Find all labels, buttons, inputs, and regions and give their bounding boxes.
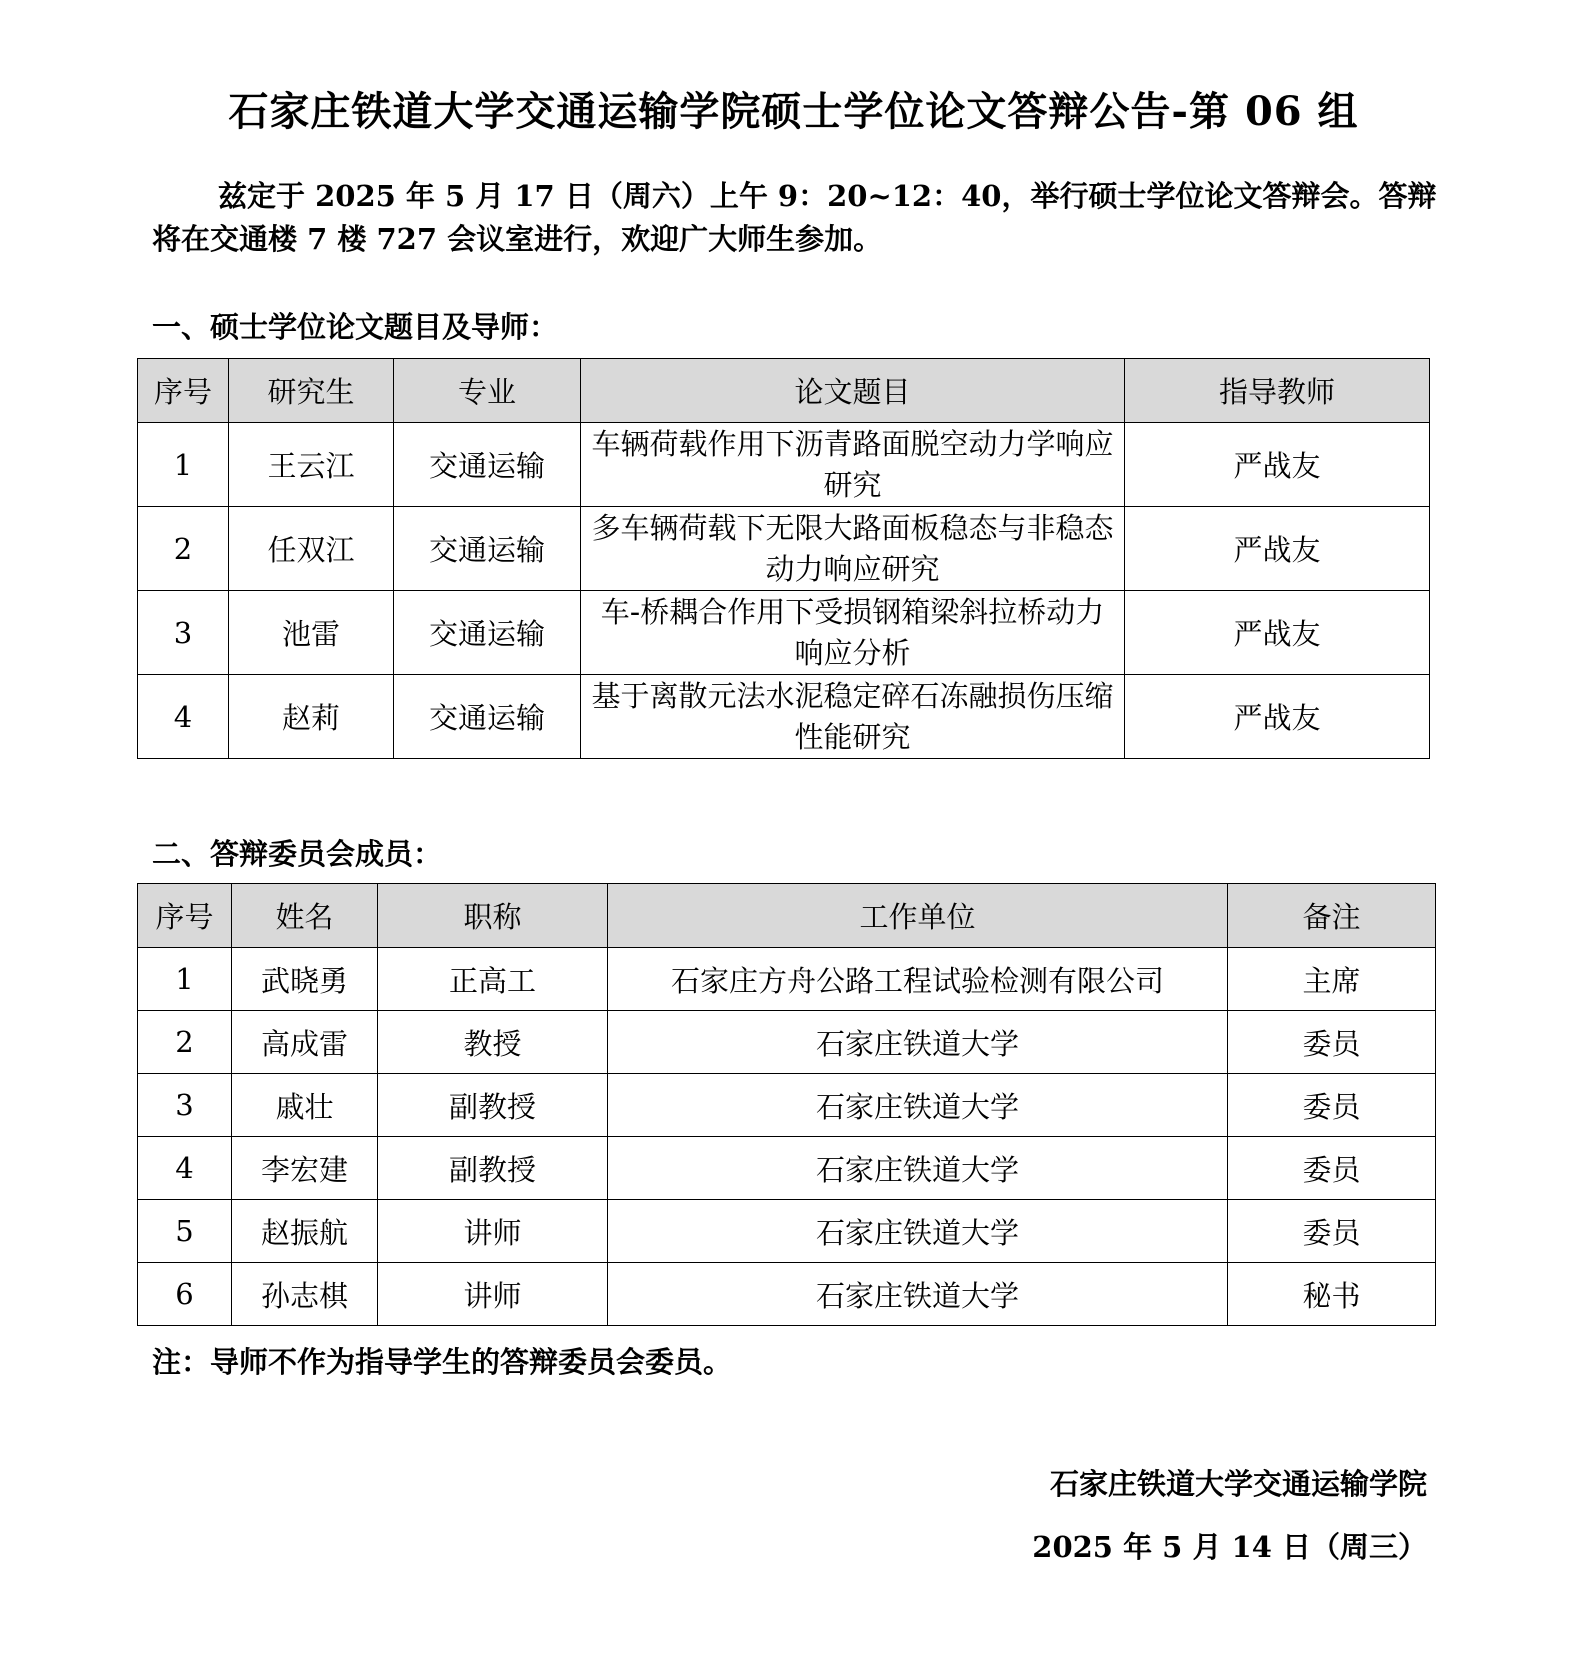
cell-no: 6 <box>138 1263 232 1326</box>
header-no: 序号 <box>138 884 232 948</box>
cell-org: 石家庄铁道大学 <box>608 1074 1228 1137</box>
cell-role: 委员 <box>1228 1011 1436 1074</box>
cell-rank: 讲师 <box>378 1200 608 1263</box>
cell-student: 池雷 <box>229 591 394 675</box>
table-header-row <box>138 359 1430 423</box>
cell-no: 4 <box>138 675 229 759</box>
table-row <box>138 948 1436 1011</box>
cell-role: 委员 <box>1228 1200 1436 1263</box>
cell-no: 3 <box>138 1074 232 1137</box>
header-org: 工作单位 <box>608 884 1228 948</box>
cell-role: 秘书 <box>1228 1263 1436 1326</box>
signature-date: 2025 年 5 月 14 日（周三） <box>1032 1530 1427 1564</box>
cell-no: 1 <box>138 948 232 1011</box>
header-rank: 职称 <box>378 884 608 948</box>
cell-org: 石家庄铁道大学 <box>608 1137 1228 1200</box>
cell-rank: 副教授 <box>378 1074 608 1137</box>
cell-student: 任双江 <box>229 507 394 591</box>
table-row <box>138 423 1430 507</box>
cell-no: 2 <box>138 1011 232 1074</box>
cell-no: 5 <box>138 1200 232 1263</box>
header-major: 专业 <box>394 359 581 423</box>
cell-rank: 教授 <box>378 1011 608 1074</box>
cell-rank: 讲师 <box>378 1263 608 1326</box>
header-advisor: 指导教师 <box>1125 359 1430 423</box>
section-heading-thesis: 一、硕士学位论文题目及导师： <box>152 310 559 344</box>
table-row <box>138 1263 1436 1326</box>
cell-name: 赵振航 <box>232 1200 378 1263</box>
cell-role: 委员 <box>1228 1137 1436 1200</box>
cell-name: 武晓勇 <box>232 948 378 1011</box>
cell-advisor: 严战友 <box>1125 591 1430 675</box>
cell-thesis: 车辆荷载作用下沥青路面脱空动力学响应研究 <box>581 423 1125 507</box>
cell-rank: 正高工 <box>378 948 608 1011</box>
section-heading-committee: 二、答辩委员会成员： <box>152 837 443 871</box>
cell-no: 3 <box>138 591 229 675</box>
cell-advisor: 严战友 <box>1125 675 1430 759</box>
cell-name: 李宏建 <box>232 1137 378 1200</box>
cell-no: 2 <box>138 507 229 591</box>
cell-org: 石家庄铁道大学 <box>608 1200 1228 1263</box>
cell-student: 赵莉 <box>229 675 394 759</box>
thesis-table <box>137 358 1430 759</box>
cell-advisor: 严战友 <box>1125 507 1430 591</box>
cell-name: 孙志棋 <box>232 1263 378 1326</box>
committee-table <box>137 883 1436 1326</box>
table-header-row <box>138 884 1436 948</box>
signature-organization: 石家庄铁道大学交通运输学院 <box>1049 1467 1427 1501</box>
cell-no: 4 <box>138 1137 232 1200</box>
cell-no: 1 <box>138 423 229 507</box>
table-row <box>138 1137 1436 1200</box>
header-no: 序号 <box>138 359 229 423</box>
cell-name: 戚壮 <box>232 1074 378 1137</box>
cell-major: 交通运输 <box>394 675 581 759</box>
cell-major: 交通运输 <box>394 591 581 675</box>
cell-role: 主席 <box>1228 948 1436 1011</box>
intro-paragraph: 兹定于 2025 年 5 月 17 日（周六）上午 9：20~12：40，举行硕士学位论文答辩会。答辩将在交通楼 7 楼 727 会议室进行，欢迎广大师生参加。 <box>152 179 1437 256</box>
table-row <box>138 1074 1436 1137</box>
cell-thesis: 多车辆荷载下无限大路面板稳态与非稳态动力响应研究 <box>581 507 1125 591</box>
table-row <box>138 675 1430 759</box>
cell-org: 石家庄方舟公路工程试验检测有限公司 <box>608 948 1228 1011</box>
table-row <box>138 1200 1436 1263</box>
table-row <box>138 591 1430 675</box>
table-row <box>138 1011 1436 1074</box>
cell-role: 委员 <box>1228 1074 1436 1137</box>
cell-student: 王云江 <box>229 423 394 507</box>
cell-name: 高成雷 <box>232 1011 378 1074</box>
cell-org: 石家庄铁道大学 <box>608 1263 1228 1326</box>
cell-major: 交通运输 <box>394 423 581 507</box>
cell-rank: 副教授 <box>378 1137 608 1200</box>
cell-thesis: 基于离散元法水泥稳定碎石冻融损伤压缩性能研究 <box>581 675 1125 759</box>
header-student: 研究生 <box>229 359 394 423</box>
footnote: 注：导师不作为指导学生的答辩委员会委员。 <box>152 1345 733 1379</box>
cell-major: 交通运输 <box>394 507 581 591</box>
cell-thesis: 车-桥耦合作用下受损钢箱梁斜拉桥动力响应分析 <box>581 591 1125 675</box>
cell-org: 石家庄铁道大学 <box>608 1011 1228 1074</box>
header-thesis: 论文题目 <box>581 359 1125 423</box>
table-row <box>138 507 1430 591</box>
header-name: 姓名 <box>232 884 378 948</box>
cell-advisor: 严战友 <box>1125 423 1430 507</box>
page-title: 石家庄铁道大学交通运输学院硕士学位论文答辩公告-第 06 组 <box>228 88 1359 135</box>
header-role: 备注 <box>1228 884 1436 948</box>
